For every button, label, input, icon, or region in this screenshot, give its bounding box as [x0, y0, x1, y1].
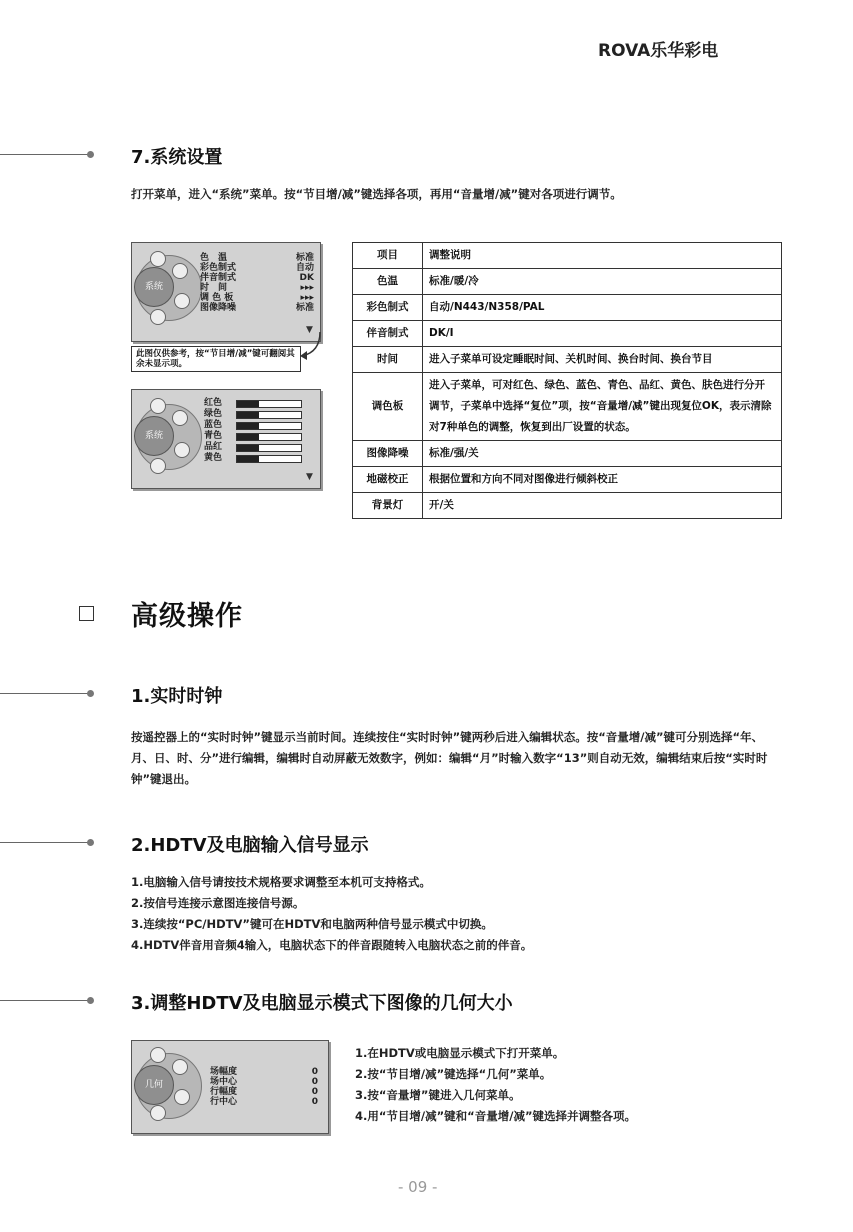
palette-level-bar [236, 433, 302, 441]
table-header-row [353, 243, 782, 269]
palette-level-fill [237, 412, 259, 418]
geometry-menu-screen [131, 1040, 329, 1134]
section-bullet [87, 839, 94, 846]
table-cell-item: 色温 [353, 269, 423, 295]
list-item: 4.用“节目增/减”键和“音量增/减”键选择并调整各项。 [355, 1109, 637, 1123]
section-rule [0, 154, 90, 155]
section-rule [0, 1000, 90, 1001]
menu-hub-label: 几何 [134, 1065, 174, 1105]
scroll-down-icon: ▼ [306, 325, 313, 335]
menu-knob-icon [172, 1059, 188, 1075]
menu-knob-icon [174, 442, 190, 458]
menu-knob-icon [150, 309, 166, 325]
table-cell-desc: DK/I [423, 321, 782, 347]
page-number: - 09 - [398, 1178, 438, 1196]
menu-item-list [200, 253, 314, 313]
menu-knob-icon [174, 293, 190, 309]
list-item: 4.HDTV伴音用音频4输入，电脑状态下的伴音跟随转入电脑状态之前的伴音。 [131, 938, 533, 952]
section-rule [0, 693, 90, 694]
list-item: 2.按“节目增/减”键选择“几何”菜单。 [355, 1067, 552, 1081]
menu-item: 场中心 0 [210, 1077, 318, 1087]
table-cell-item: 背景灯 [353, 493, 423, 519]
palette-color-label: 红色 [204, 398, 223, 408]
menu-knob-icon [150, 1105, 166, 1121]
palette-level-bar [236, 444, 302, 452]
system-intro: 打开菜单，进入“系统”菜单。按“节目增/减”键选择各项，再用“音量增/减”键对各项进行调节。 [131, 187, 622, 201]
menu-knob-icon [172, 263, 188, 279]
menu-note: 此图仅供参考，按“节目增/减”键可翻阅其余未显示项。 [131, 346, 301, 372]
table-row [353, 467, 782, 493]
section-title-hdtv: 2.HDTV及电脑输入信号显示 [131, 835, 369, 856]
palette-color-label: 蓝色 [204, 420, 223, 430]
table-cell-desc: 进入子菜单，可对红色、绿色、蓝色、青色、品红、黄色、肤色进行分开调节，子菜单中选择“复位”项，按“音量增/减”键出现复位OK，表示清除对7种单色的调整，恢复到出厂设置的状态。 [423, 373, 782, 441]
section-bullet [87, 690, 94, 697]
list-item: 1.电脑输入信号请按技术规格要求调整至本机可支持格式。 [131, 875, 431, 889]
brand-logo: ROVA乐华彩电 [598, 41, 719, 61]
table-row [353, 441, 782, 467]
menu-knob-icon [150, 1047, 166, 1063]
list-item: 1.在HDTV或电脑显示模式下打开菜单。 [355, 1046, 565, 1060]
palette-color-label: 绿色 [204, 409, 223, 419]
menu-hub-label: 系统 [134, 416, 174, 456]
geometry-item-list [210, 1067, 318, 1107]
table-cell-desc: 标准/强/关 [423, 441, 782, 467]
square-bullet-icon [79, 606, 94, 621]
menu-item: 时 间 ▸▸▸ [200, 283, 314, 293]
menu-item: 场幅度 0 [210, 1067, 318, 1077]
list-item: 3.按“音量增”键进入几何菜单。 [355, 1088, 521, 1102]
palette-level-fill [237, 456, 259, 462]
palette-level-bar [236, 422, 302, 430]
menu-knob-icon [150, 398, 166, 414]
table-row [353, 321, 782, 347]
table-row [353, 373, 782, 441]
palette-color-label: 黄色 [204, 453, 223, 463]
palette-level-fill [237, 401, 259, 407]
table-cell-desc: 自动/N443/N358/PAL [423, 295, 782, 321]
table-cell-item: 伴音制式 [353, 321, 423, 347]
system-menu-screen [131, 242, 321, 342]
section-bullet [87, 151, 94, 158]
table-row [353, 493, 782, 519]
palette-level-fill [237, 445, 259, 451]
scroll-down-icon: ▼ [306, 472, 313, 482]
system-settings-table [352, 242, 782, 519]
table-row [353, 295, 782, 321]
clock-body: 按遥控器上的“实时时钟”键显示当前时间。连续按住“实时时钟”键两秒后进入编辑状态。按“音量增/减”键可分别选择“年、月、日、时、分”进行编辑，编辑时自动屏蔽无效数字，例如：编辑“月”时输入数字“13”则自动无效，编辑结束后按“实时时钟”键退出。 [131, 730, 768, 786]
hdtv-list [131, 872, 532, 956]
table-cell-desc: 开/关 [423, 493, 782, 519]
section-bullet [87, 997, 94, 1004]
table-cell-item: 时间 [353, 347, 423, 373]
list-item: 2.按信号连接示意图连接信号源。 [131, 896, 305, 910]
note-pointer-arrow-icon [294, 330, 324, 362]
table-row [353, 347, 782, 373]
table-header-desc: 调整说明 [423, 243, 782, 269]
menu-item: 调 色 板 ▸▸▸ [200, 293, 314, 303]
palette-menu-screen [131, 389, 321, 489]
palette-level-fill [237, 423, 259, 429]
palette-color-label: 青色 [204, 431, 223, 441]
chapter-title-advanced: 高级操作 [131, 601, 243, 632]
menu-item: 色 温 标准 [200, 253, 314, 263]
section-title-geometry: 3.调整HDTV及电脑显示模式下图像的几何大小 [131, 993, 513, 1014]
table-cell-item: 彩色制式 [353, 295, 423, 321]
palette-level-bar [236, 400, 302, 408]
menu-item: 图像降噪 标准 [200, 303, 314, 313]
list-item: 3.连续按“PC/HDTV”键可在HDTV和电脑两种信号显示模式中切换。 [131, 917, 493, 931]
geometry-steps [355, 1043, 636, 1127]
menu-item: 彩色制式 自动 [200, 263, 314, 273]
menu-knob-icon [150, 458, 166, 474]
palette-color-label: 品红 [204, 442, 223, 452]
palette-level-bar [236, 455, 302, 463]
menu-knob-icon [174, 1089, 190, 1105]
table-cell-desc: 进入子菜单可设定睡眠时间、关机时间、换台时间、换台节目 [423, 347, 782, 373]
table-cell-item: 地磁校正 [353, 467, 423, 493]
menu-item: 行中心 0 [210, 1097, 318, 1107]
section-title-clock: 1.实时时钟 [131, 686, 223, 707]
menu-knob-icon [150, 251, 166, 267]
palette-level-bar [236, 411, 302, 419]
section-title-system: 7.系统设置 [131, 147, 223, 168]
menu-item: 行幅度 0 [210, 1087, 318, 1097]
table-header-item: 项目 [353, 243, 423, 269]
table-cell-item: 图像降噪 [353, 441, 423, 467]
section-rule [0, 842, 90, 843]
menu-item: 伴音制式 DK [200, 273, 314, 283]
palette-level-fill [237, 434, 259, 440]
table-cell-desc: 标准/暖/冷 [423, 269, 782, 295]
menu-hub-label: 系统 [134, 267, 174, 307]
table-cell-desc: 根据位置和方向不同对图像进行倾斜校正 [423, 467, 782, 493]
table-cell-item: 调色板 [353, 373, 423, 441]
menu-knob-icon [172, 410, 188, 426]
table-row [353, 269, 782, 295]
